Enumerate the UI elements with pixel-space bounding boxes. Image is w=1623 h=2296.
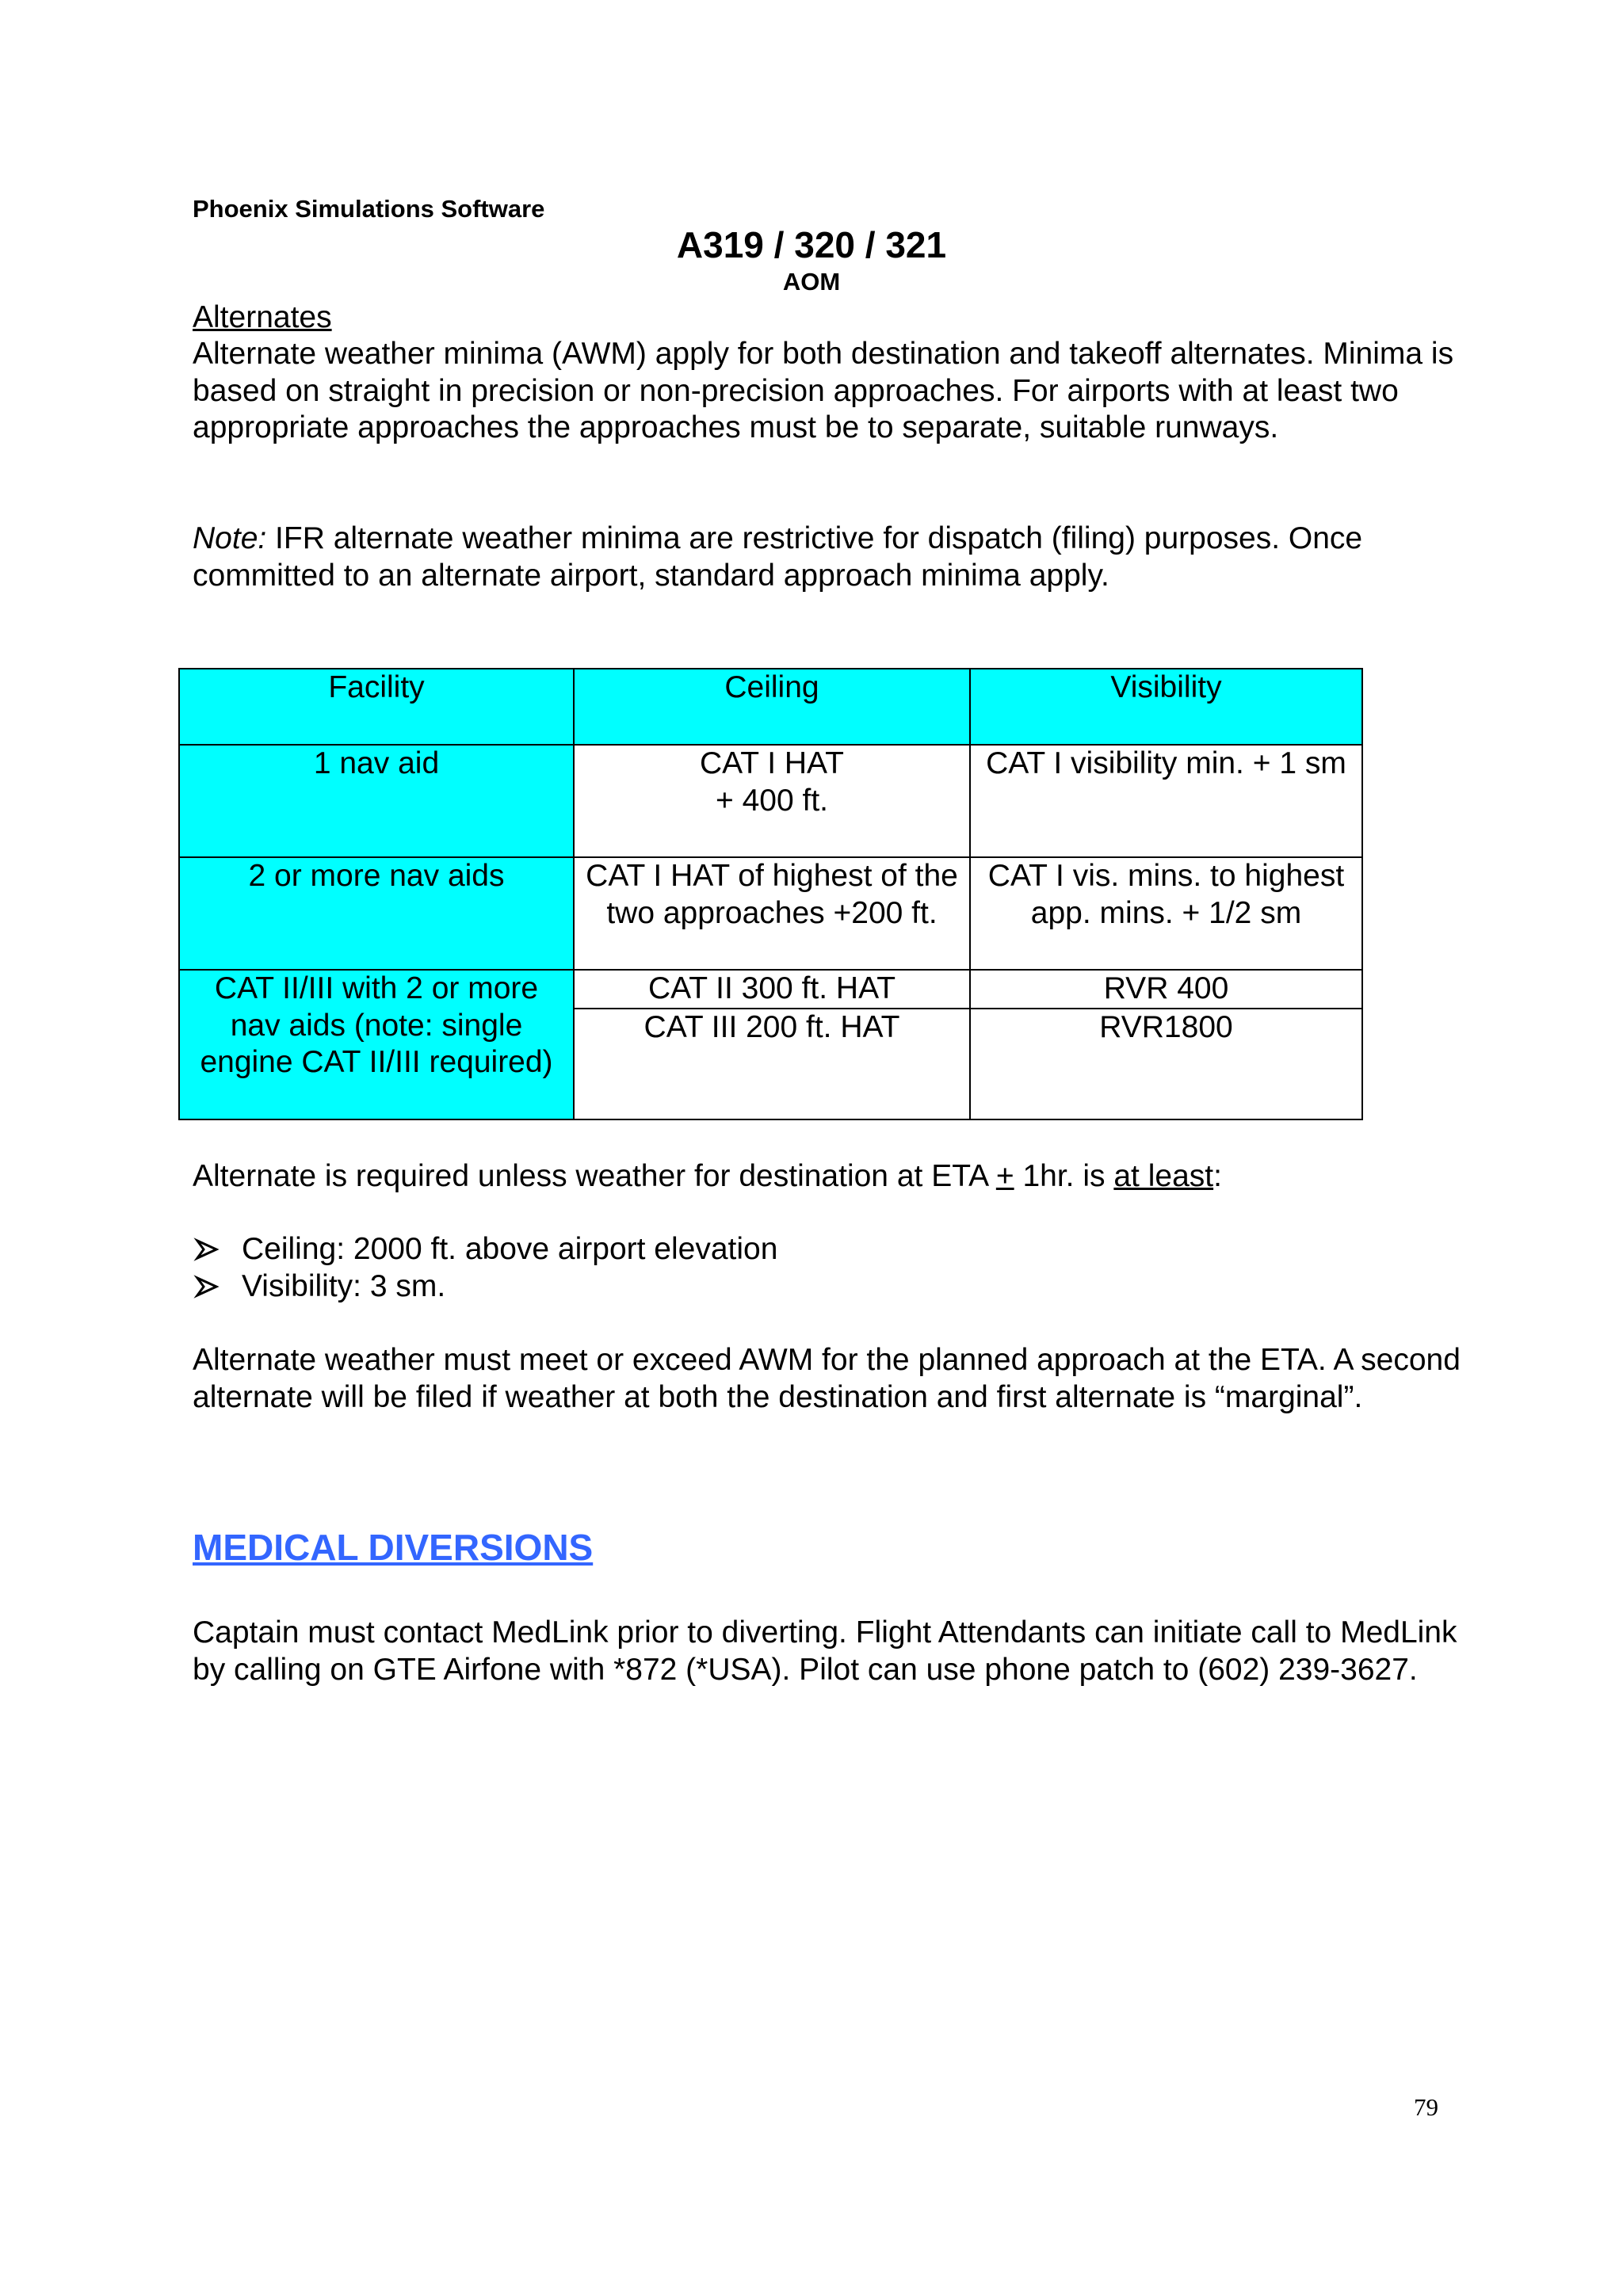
visibility-cell: RVR 400: [970, 970, 1362, 1009]
arrowhead-bullet-icon: [193, 1231, 224, 1268]
ceiling-line: CAT I HAT: [699, 746, 844, 780]
header-visibility: Visibility: [970, 669, 1362, 745]
table-row: [179, 970, 1362, 1009]
requirement-bullet-list: [193, 1231, 777, 1305]
facility-cell: CAT II/III with 2 or more nav aids (note: single engine CAT II/III required): [179, 970, 574, 1119]
table-row: [179, 745, 1362, 857]
medical-diversions-paragraph: Captain must contact MedLink prior to diverting. Flight Attendants can initiate call to MedLink by calling on GTE Airfone with *872 (*USA). Pilot can use phone patch to (602) 239-3627.: [193, 1615, 1457, 1687]
visibility-cell: CAT I visibility min. + 1 sm: [970, 745, 1362, 857]
document-title: A319 / 320 / 321: [676, 224, 947, 265]
table-header-row: [179, 669, 1362, 745]
document-subtitle: AOM: [782, 268, 841, 296]
table-row: [179, 857, 1362, 970]
plus-minus-symbol: +: [995, 1159, 1014, 1193]
page-number: 79: [1414, 2093, 1438, 2121]
alternate-weather-paragraph: Alternate weather must meet or exceed AWM for the planned approach at the ETA. A second alternate will be filed if weather at both the destination and first alternate is “marginal”.: [193, 1343, 1461, 1414]
requirement-middle: 1hr. is: [1014, 1159, 1114, 1193]
medical-diversions-heading[interactable]: MEDICAL DIVERSIONS: [193, 1527, 594, 1568]
facility-cell: 1 nav aid: [179, 745, 574, 857]
header-facility: Facility: [179, 669, 574, 745]
alternates-note: [193, 521, 1492, 594]
bullet-text: Ceiling: 2000 ft. above airport elevation: [242, 1232, 778, 1266]
header-ceiling: Ceiling: [574, 669, 970, 745]
note-label: Note:: [193, 521, 267, 555]
ceiling-line: + 400 ft.: [715, 783, 829, 818]
company-name: Phoenix Simulations Software: [193, 195, 545, 223]
visibility-cell: RVR1800: [970, 1009, 1362, 1119]
alternates-paragraph: Alternate weather minima (AWM) apply for both destination and takeoff alternates. Minima is based on straight in precision or non-precision approaches. For airports with at least two appropriate approaches the approaches must be to separate, suitable runways.: [193, 337, 1454, 444]
requirement-suffix: :: [1213, 1159, 1222, 1193]
ceiling-cell: CAT III 200 ft. HAT: [574, 1009, 970, 1119]
note-text: IFR alternate weather minima are restrictive for dispatch (filing) purposes. Once committed to an alternate airport, standard approach minima apply.: [193, 521, 1363, 593]
ceiling-cell: CAT II 300 ft. HAT: [574, 970, 970, 1009]
list-item: [193, 1268, 777, 1306]
arrowhead-bullet-icon: [193, 1268, 224, 1305]
list-item: [193, 1231, 777, 1268]
ceiling-cell: CAT I HAT of highest of the two approaches +200 ft.: [574, 857, 970, 970]
ceiling-cell: [574, 745, 970, 857]
at-least-text: at least: [1113, 1159, 1214, 1193]
alternate-minima-table: [178, 668, 1363, 1120]
bullet-text: Visibility: 3 sm.: [242, 1268, 446, 1303]
alternates-heading: Alternates: [193, 300, 332, 334]
visibility-cell: CAT I vis. mins. to highest app. mins. + 1/2 sm: [970, 857, 1362, 970]
requirement-prefix: Alternate is required unless weather for destination at ETA: [193, 1159, 996, 1193]
facility-cell: 2 or more nav aids: [179, 857, 574, 970]
alternate-requirement: [193, 1158, 1222, 1196]
